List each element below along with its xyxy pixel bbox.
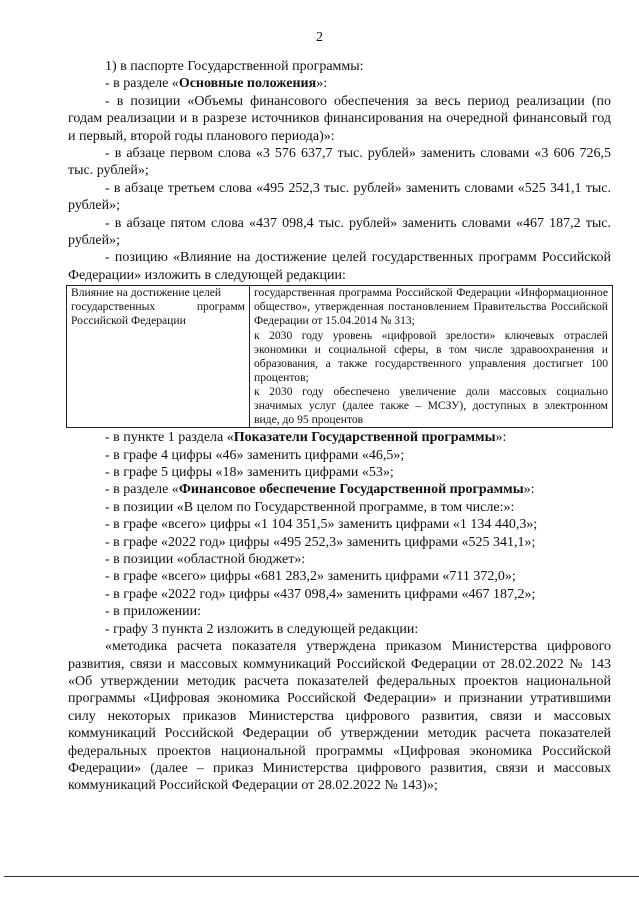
paragraph: - в позиции «В целом по Государственной программе, в том числе:»: <box>105 499 515 515</box>
table-cell-value: государственная программа Российской Федерации «Информационное общество», утвержденная постановлением Правительства Российской Федерации от 15.04.2014 № 313; к 2030 году уровень «цифровой зрелости» ключевых отраслей экономики и социальной сферы, в том числе здравоохранения и образования, а также государственного управления достигнет 100 процентов; к 2030 году обеспечено увеличение доли массовых социально значимых услуг (далее также – МСЗУ), доступных в электронном виде, до 95 процентов <box>250 286 613 428</box>
paragraph: - в разделе «Финансовое обеспечение Государственной программы»: <box>105 482 535 498</box>
paragraph: - в абзаце третьем слова «495 252,3 тыс. рублей» заменить словами «525 341,1 тыс. рублей»; <box>68 180 611 214</box>
paragraph: - в графе «всего» цифры «681 283,2» заменить цифрами «711 372,0»; <box>105 569 516 585</box>
paragraph: - в позиции «Объемы финансового обеспечения за весь период реализации (по годам реализации и в разрезе источников финансирования на очередной финансовый год и первый, второй годы планового периода)»: <box>68 93 611 144</box>
bold-section-name: Финансовое обеспечение Государственной программы <box>178 482 524 498</box>
paragraph: - в абзаце первом слова «3 576 637,7 тыс. рублей» заменить словами «3 606 726,5 тыс. рублей»; <box>68 146 611 179</box>
bottom-divider <box>4 876 639 877</box>
table-row <box>67 286 613 428</box>
bold-section-name: Показатели Государственной программы <box>233 430 496 446</box>
paragraph: - графу 3 пункта 2 изложить в следующей редакции: <box>105 621 419 637</box>
paragraph: - в позиции «областной бюджет»: <box>105 552 306 568</box>
page-number: 2 <box>316 30 323 45</box>
paragraph: - в приложении: <box>105 604 201 620</box>
paragraph: - в графе 5 цифры «18» заменить цифрами «53»; <box>105 465 394 481</box>
paragraph: - в графе 4 цифры «46» заменить цифрами «46,5»; <box>105 447 405 463</box>
table-cell-label: Влияние на достижение целей государственных программ Российской Федерации <box>67 286 250 428</box>
paragraph: - в абзаце пятом слова «437 098,4 тыс. рублей» заменить словами «467 187,2 тыс. рублей»; <box>68 215 611 249</box>
paragraph: - в графе «2022 год» цифры «437 098,4» заменить цифрами «467 187,2»; <box>105 586 536 602</box>
paragraph: - в разделе «Основные положения»: <box>105 76 328 92</box>
passport-table <box>66 285 613 428</box>
bold-section-name: Основные положения <box>178 76 317 92</box>
paragraph: - позицию «Влияние на достижение целей государственных программ Российской Федерации» изложить в следующей редакции: <box>68 250 611 283</box>
document-body <box>68 58 611 795</box>
paragraph: - в графе «2022 год» цифры «495 252,3» заменить цифрами «525 341,1»; <box>105 534 536 550</box>
paragraph: «методика расчета показателя утверждена приказом Министерства цифрового развития, связи и массовых коммуникаций Российской Федерации от 28.02.2022 № 143 «Об утверждении методик расчета показателей федеральных проектов национальной программы «Цифровая экономика Российской Федерации» и признании утратившими силу некоторых приказов Министерства цифрового развития, связи и массовых коммуникаций Российской Федерации об утверждении методик расчета показателей федеральных проектов национальной программы «Цифровая экономика Российской Федерации» (далее – приказ Министерства цифрового развития, связи и массовых коммуникаций Российской Федерации от 28.02.2022 № 143)»; <box>68 639 611 794</box>
paragraph: - в пункте 1 раздела «Показатели Государственной программы»: <box>105 430 507 446</box>
paragraph: 1) в паспорте Государственной программы: <box>105 59 364 74</box>
paragraph: - в графе «всего» цифры «1 104 351,5» заменить цифрами «1 134 440,3»; <box>105 517 538 533</box>
